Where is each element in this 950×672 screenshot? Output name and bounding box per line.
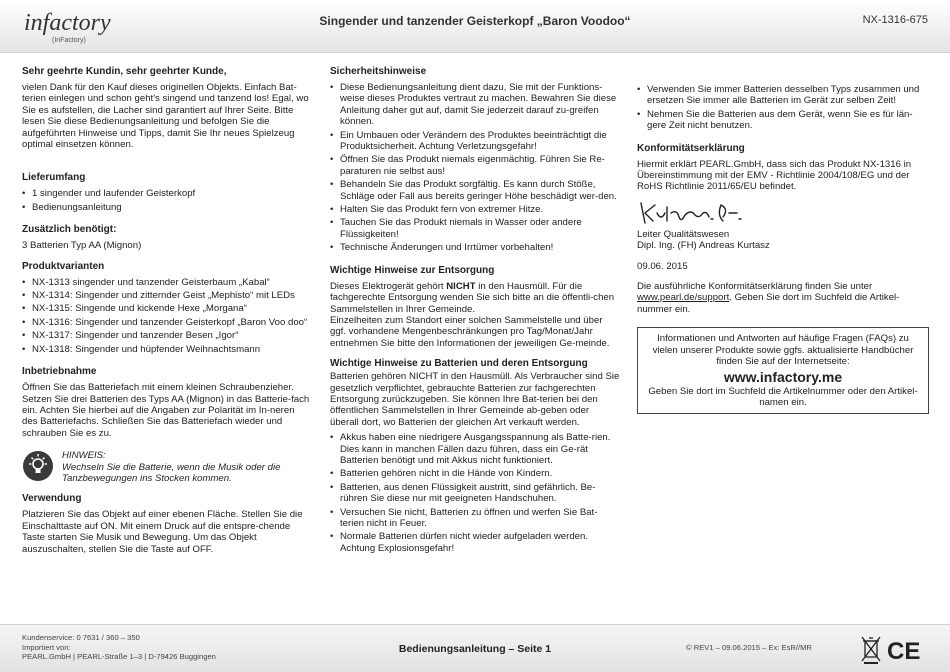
- extra-heading: Zusätzlich benötigt:: [22, 224, 117, 236]
- detail-text-part: . Geben Sie dort im Suchfeld die Artikel-nummer ein.: [637, 292, 900, 315]
- faq-text: Informationen und Antworten auf häufige Fragen (FAQs) zu vielen unserer Produkte sowie ggfs. aktualisierte Handbücher finden Sie auf der Internetseite:: [652, 333, 914, 368]
- disposal-text: [330, 281, 620, 315]
- header-bar: [0, 0, 950, 53]
- signer-role: Leiter Qualitätswesen: [637, 228, 730, 240]
- importer-address: PEARL.GmbH | PEARL-Straße 1–3 | D-79426 Buggingen: [22, 652, 216, 662]
- faq-text-2: Geben Sie dort im Suchfeld die Artikelnummer oder den Artikel-namen ein.: [648, 385, 918, 408]
- list-item: • Batterien gehören nicht in die Hände von Kindern.: [340, 468, 620, 479]
- safety-heading: Sicherheitshinweise: [330, 66, 427, 77]
- pearl-support-link[interactable]: www.pearl.de/support: [637, 292, 730, 304]
- logo-subtext: (InFactory): [52, 37, 86, 44]
- startup-text: Öffnen Sie das Batteriefach mit einem kleinen Schraubenzieher. Setzen Sie drei Batterien des Typs AA (Mignon) in das Batterie-fach ein. Achten Sie hierbei auf die Angaben zur Polarität im In-neren des Batteriefachs. Schließen Sie das Batteriefach wieder und schrauben Sie es zu.: [22, 382, 310, 439]
- page-number: Bedienungsanleitung – Seite 1: [398, 643, 552, 655]
- greeting-text: vielen Dank für den Kauf dieses originellen Objekts. Einfach Bat-terien einlegen und schon geht's singend und tanzend los! Egal, wo Sie es aufstellen, die Lacher sind garantiert auf Ihrer Seite. Bitte lesen Sie diese Bedienungsanleitung und befolgen Sie die aufgeführten Hinweise und Tipps, damit Sie Ihr neues Spielzeug optimal einsetzen können.: [22, 82, 309, 151]
- customer-service: Kundenservice: 0 7631 / 360 – 350: [22, 633, 140, 642]
- greeting-heading: Sehr geehrte Kundin, sehr geehrter Kunde,: [22, 66, 227, 77]
- weee-ce-marks: [860, 633, 932, 665]
- list-item: • NX-1313 singender und tanzender Geisterbaum „Kabal“: [32, 277, 312, 288]
- disposal-text-part: in den Hausmüll. Für die fachgerechte Entsorgung wenden Sie sich bitte an die öffentli-chen Sammelstellen in Ihrer Gemeinde.: [330, 280, 615, 315]
- weee-bin-icon: [862, 637, 880, 663]
- hint-text: Wechseln Sie die Batterie, wenn die Musik oder die Tanzbewegungen ins Stocken kommen.: [62, 461, 281, 484]
- signer-name: Dipl. Ing. (FH) Andreas Kurtasz: [637, 240, 770, 252]
- list-item: • Diese Bedienungsanleitung dient dazu, Sie mit der Funktions-weise dieses Produktes vertraut zu machen. Bewahren Sie diese Anleitung daher gut auf, damit Sie jederzeit darauf zu-greifen können.: [340, 82, 620, 128]
- list-item: • Nehmen Sie die Batterien aus dem Gerät, wenn Sie es für län-gere Zeit nicht benutzen.: [647, 109, 929, 132]
- conformity-text: Hiermit erklärt PEARL.GmbH, dass sich das Produkt NX-1316 in Übereinstimmung mit der EMV - Richtlinie 2004/108/EG und der RoHS Richtlinie 2011/65/EU befindet.: [637, 158, 912, 193]
- disposal-heading: Wichtige Hinweise zur Entsorgung: [330, 264, 495, 276]
- list-item: • NX-1317: Singender und tanzender Besen „Igor“: [32, 330, 312, 341]
- battery-text: Batterien gehören NICHT in den Hausmüll. Als Verbraucher sind Sie gesetzlich verpflichtet, gebrauchte Batterien zur fachgerechten Entsorgung zurückzugeben. Sie können Ihre Bat-terien bei den öffentlichen Sammelstellen in Ihrer Gemeinde ab-geben oder überall dort, wo Batterien der gleichen Art verkauft werden.: [330, 371, 620, 428]
- list-item: • Bedienungsanleitung: [32, 202, 312, 213]
- variants-heading: Produktvarianten: [22, 260, 105, 272]
- use-text: Platzieren Sie das Objekt auf einer ebenen Fläche. Stellen Sie die Einschalttaste auf ON. Mit einem Druck auf die entspre-chende Taste starten Sie Musik und Bewegung. Um das Objekt auszuschalten, stellen Sie die Taste auf OFF.: [22, 509, 303, 555]
- hint-box: [22, 450, 312, 484]
- lightbulb-icon: [22, 450, 54, 482]
- extra-text: 3 Batterien Typ AA (Mignon): [22, 240, 142, 252]
- battery-list: [330, 432, 620, 554]
- column-right: [637, 84, 929, 414]
- scope-list: [22, 188, 312, 213]
- list-item: • Technische Änderungen und Irrtümer vorbehalten!: [340, 242, 620, 253]
- disposal-text-bold: NICHT: [446, 280, 476, 292]
- list-item: • Versuchen Sie nicht, Batterien zu öffnen und werfen Sie Bat-terien nicht in Feuer.: [340, 507, 620, 530]
- variants-list: [22, 277, 312, 355]
- list-item: • NX-1314: Singender und zitternder Geist „Mephisto“ mit LEDs: [32, 290, 312, 301]
- disposal-text-2: Einzelheiten zum Standort einer solchen Sammelstelle und über ggf. vorhandene Mengenbeschränkungen pro Tag/Monat/Jahr entnehmen Sie bitte den Informationen der jeweiligen Ge-meinde.: [330, 314, 610, 349]
- ce-mark-icon: CE: [887, 638, 921, 665]
- use-heading: Verwendung: [22, 493, 82, 505]
- column-middle: [330, 66, 620, 556]
- footer-bar: [0, 624, 950, 672]
- imported-by: Importiert von:: [22, 642, 71, 652]
- scope-heading: Lieferumfang: [22, 172, 86, 184]
- column-left: [22, 66, 312, 555]
- conformity-detail: [637, 281, 929, 315]
- faq-box: [637, 327, 929, 414]
- detail-text-part: Die ausführliche Konformitätserklärung finden Sie unter: [637, 281, 873, 293]
- safety-list: [330, 82, 620, 254]
- list-item: • Akkus haben eine niedrigere Ausgangsspannung als Batte-rien. Dies kann in manchen Fällen dazu führen, dass ein Ge-rät Batterien benötigt und mit Akkus nicht funktioniert.: [340, 432, 620, 466]
- list-item: • Ein Umbauen oder Verändern des Produktes beeinträchtigt die Produktsicherheit. Achtung Verletzungsgefahr!: [340, 130, 620, 153]
- disposal-text-part: Dieses Elektrogerät gehört: [330, 280, 447, 292]
- revision-info: © REV1 – 09.06.2015 – Ex: EsR//MR: [686, 643, 812, 652]
- conformity-date: 09.06. 2015: [637, 260, 688, 272]
- battery-heading: Wichtige Hinweise zu Batterien und deren Entsorgung: [330, 358, 588, 370]
- list-item: • NX-1318: Singender und hüpfender Weihnachtsmann: [32, 344, 312, 355]
- list-item: • Öffnen Sie das Produkt niemals eigenmächtig. Führen Sie Re-paraturen nie selbst aus!: [340, 154, 620, 177]
- list-item: • Tauchen Sie das Produkt niemals in Wasser oder andere Flüssigkeiten!: [340, 217, 620, 240]
- signature-image: [637, 199, 757, 227]
- page-title: Singender und tanzender Geisterkopf „Baron Voodoo“: [319, 14, 631, 28]
- battery-list-continued: [637, 84, 929, 132]
- conformity-heading: Konformitätserklärung: [637, 142, 745, 154]
- logo-text: infactory: [24, 10, 111, 36]
- hint-label: HINWEIS:: [62, 450, 106, 462]
- startup-heading: Inbetriebnahme: [22, 366, 97, 378]
- list-item: • NX-1315: Singende und kickende Hexe „Morgana“: [32, 303, 312, 314]
- list-item: • Halten Sie das Produkt fern von extremer Hitze.: [340, 204, 620, 215]
- list-item: • NX-1316: Singender und tanzender Geisterkopf „Baron Voo doo“: [32, 317, 312, 328]
- list-item: • Verwenden Sie immer Batterien desselben Typs zusammen und ersetzen Sie immer alle Batterien im Gerät zur selben Zeit!: [647, 84, 929, 107]
- list-item: • Normale Batterien dürfen nicht wieder aufgeladen werden. Achtung Explosionsgefahr!: [340, 531, 620, 554]
- model-number: NX-1316-675: [862, 14, 928, 26]
- list-item: • 1 singender und laufender Geisterkopf: [32, 188, 312, 199]
- list-item: • Behandeln Sie das Produkt sorgfältig. Es kann durch Stöße, Schläge oder Fall aus bereits geringer Höhe beschädigt wer-den.: [340, 179, 620, 202]
- faq-url-link[interactable]: www.infactory.me: [723, 368, 843, 385]
- list-item: • Batterien, aus denen Flüssigkeit austritt, sind gefährlich. Be-rühren Sie diese nur mit geeigneten Handschuhen.: [340, 482, 620, 505]
